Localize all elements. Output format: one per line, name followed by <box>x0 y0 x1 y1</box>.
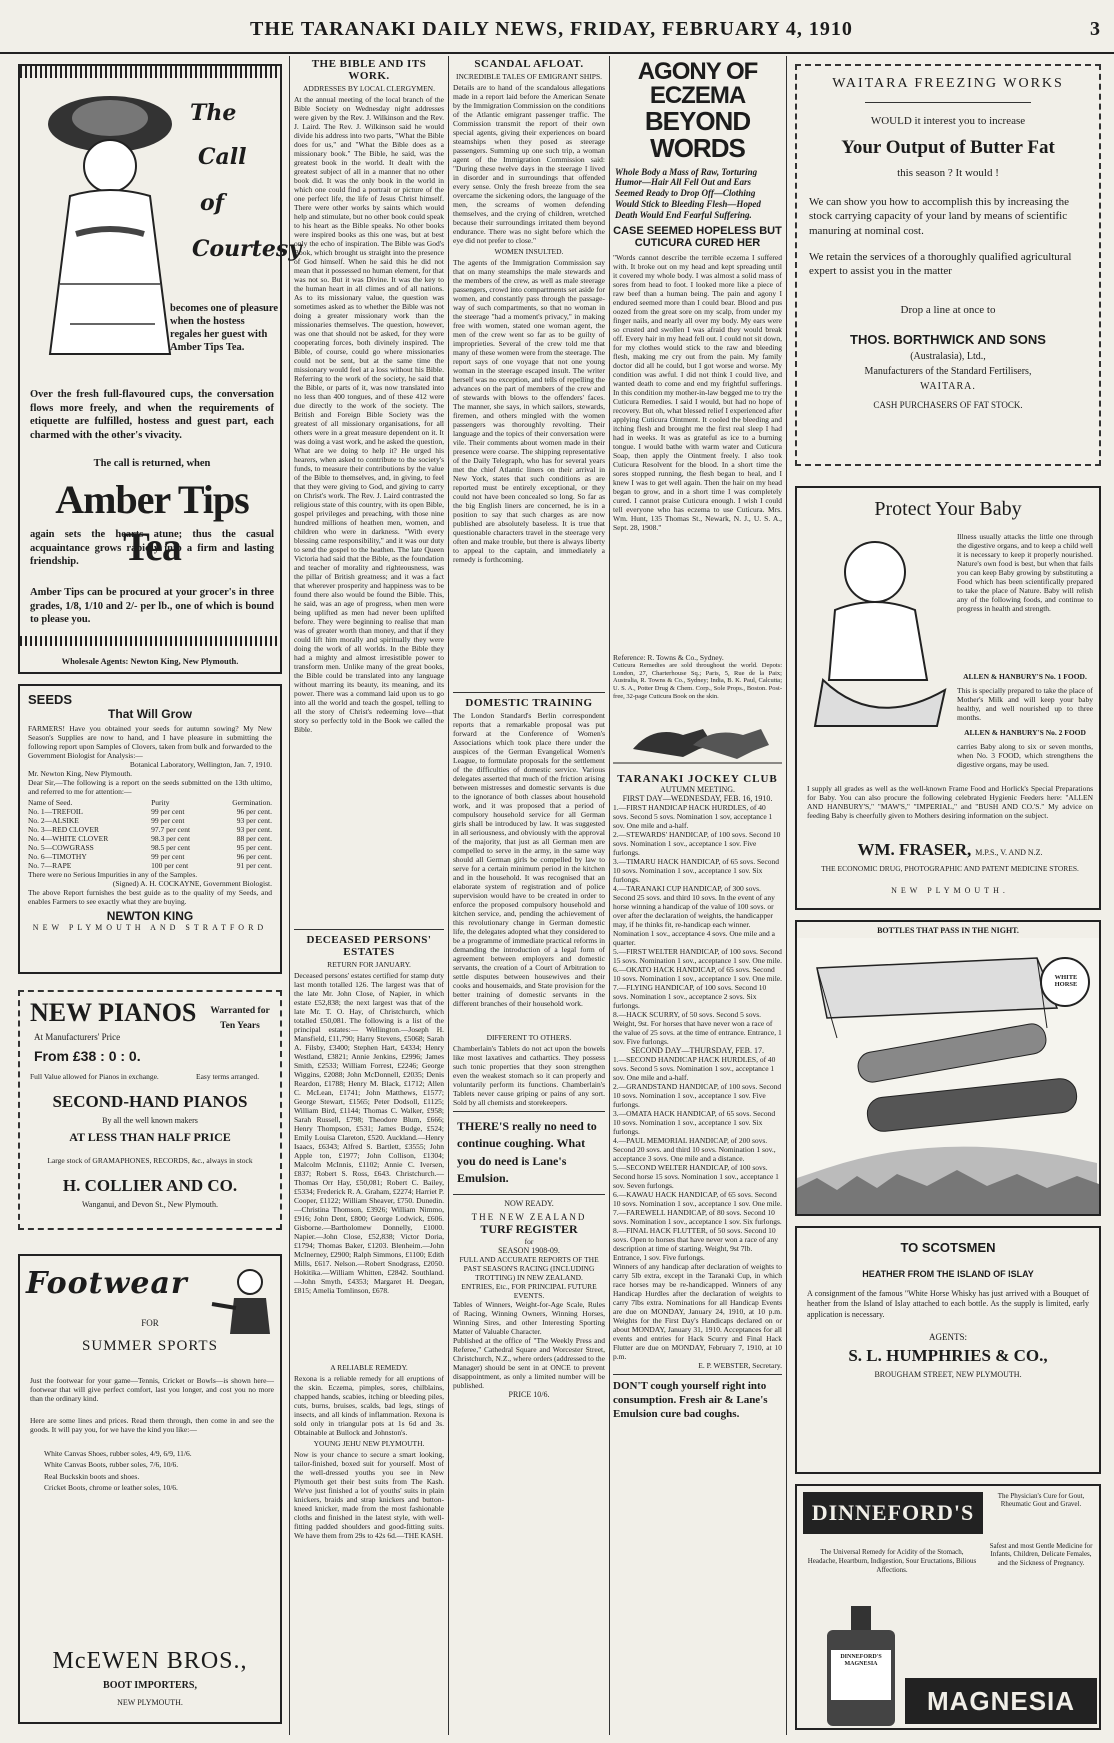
list-item: 1.—FIRST HANDICAP HACK HURDLES, of 40 sovs. Second 5 sovs. Nomination 1 sov, acceptance 1 sov. One mile and a-half. <box>613 802 773 830</box>
scots-agents: AGENTS: <box>929 1332 967 1343</box>
column-divider <box>289 56 290 1735</box>
footwear-body: Just the footwear for your game—Tennis, Cricket or Bowls—is shown here—footwear that will give perfect comfort, last you longer, and cost you no more than the ordinary kind. <box>30 1376 274 1403</box>
waitara-show: We can show you how to accomplish this by increasing the stock carrying capacity of your land by means of scientific manuring at nominal cost. <box>809 196 1070 237</box>
turf-entries: ENTRIES, Etc., FOR PRINCIPAL FUTURE EVENTS. <box>461 1281 597 1300</box>
waitara-title: WAITARA FREEZING WORKS <box>832 76 1064 91</box>
jockey-sign: E. P. WEBSTER, Secretary. <box>698 1360 782 1370</box>
ad-border-pattern <box>20 66 280 78</box>
eczema-title-2: BEYOND WORDS <box>644 106 751 164</box>
lanes-emulsion-ad: THERE'S really no need to continue coughing. What you do need is Lane's Emulsion. <box>457 1119 597 1186</box>
list-item: 3.—TIMARU HACK HANDICAP, of 65 sovs. Second 10 sovs. Nomination 1 sov., acceptance 1 sov. Six furlongs. <box>613 856 780 884</box>
turf-for: for <box>524 1236 534 1246</box>
waitara-big: Your Output of Butter Fat <box>841 137 1055 158</box>
list-item: 8.—FINAL HACK FLUTTER, of 50 sovs. Second 10 sovs. Open to horses that have never won a race of any description at time of starting. Weight, 9st 7lb. Entrance, 1 sov. Five furlongs. <box>613 1225 778 1262</box>
col-germination: Germination. <box>232 798 272 807</box>
waitara-firm-2: (Australasia), Ltd., <box>910 351 986 363</box>
footwear-title: Footwear <box>26 1266 188 1301</box>
eczema-title-1: AGONY OF ECZEMA <box>637 58 758 109</box>
pianos-maker: At Manufacturers' Price <box>34 1032 121 1042</box>
jockey-sub: AUTUMN MEETING. <box>659 784 736 794</box>
dinneford-desc: The Universal Remedy for Acidity of the Stomach, Headache, Heartburn, Indigestion, Sour Eructations, Bilious Affections. <box>807 1548 977 1575</box>
table-row: No. 3—RED CLOVER 97.7 per cent 93 per cent. <box>28 825 272 834</box>
bible-text: At the annual meeting of the local branch of the Bible Society on Wednesday night addresses were given by the Rev. J. Wilkinson and the Rev. J. Laird. The Rev. J. Wilkinson said he would divide his address into two parts, "What the Bible does for us," and "What the Bible does as a missionary book." The Bible, he said, was the greatest book in the world. It dealt with the greatest subject of all in a manner that no other book did. It was the only book in the world in which one could find a portrait or picture of the one perfect life, the life of Jesus Christ himself. There were other works by saints which would help and stimulate, but no other book could speak to his heart as the Bible speaks. No other books were inspired books as this one was, but at best only the echo of inspiration. The Bible was God's Book, which brought us straight into the presence of God himself. When he said this he did not mean that it possessed no human element, for that was not so. But it was Divine. It was the key to the human heart in all climes and of all nations. As to its missionary value, the question was sometimes asked as to whether the Bible was not doing a greater missionary work than the missionaries themselves. The question, however, was one that should not be asked, for they were cooperating forces, both divinely inspired. The Bible, of course, could go where missionaries could not be sent, but at the same time the missionary would feel at a loss without his Bible. Referring to the work of the society, he said that the Bible, or parts of it, was now translated into no less than 400 tongues, and of these 412 were due directly to the work of the society. The British and Foreign Bible Society was the greatest of all missionary organisations, for all others were in a great measure dependent on it. It was doing a vast work, and he asked the question, What are we doing to help it? He urged his hearers, when asked to contribute to the society's funds, to measure their contributions by the value of the Bible to themselves, and, in giving, to feel that they were giving to God, and giving to carry on Christ's work. The Rev. J. Laird contrasted the religious state of this country, with its open Bible, gospel privileges and preaching, with those nine hundred millions of heathen men, women, and children who were in darkness. "With every blessing came responsibility," and it was our duty to send the gospel to the heathen. The late Queen Victoria had said that the Bible, as the foundation and teacher of morality and righteousness, was the pillar of British greatness; and it was a fact that wherever prosperity and happiness was to be found there also would be found the Bible. This, he said, was an age of progress, when men were being uplifted as men had never been uplifted before. They were beginning to realise that man was of greater worth than money, and that if they could lift him morally and spiritually they were doing the work of all worlds. In the Bible they had a mighty and almost irresistible power to transform men. Unlike many of the great books, the Bible could be translated into any language without marring its beauty, its meaning, and its power. There was a command laid upon us to go into all the world and teach the gospel, telling to all the story of Christ's redeeming love—that story so perfectly told in the Book we called the Bible. <box>294 95 444 734</box>
different-title: DIFFERENT TO OTHERS. <box>486 1033 572 1042</box>
amber-the: The <box>190 100 237 126</box>
turf-ready: NOW READY. <box>504 1198 554 1208</box>
eczema-head: CASE SEEMED HOPELESS BUT CUTICURA CURED HER <box>613 224 782 249</box>
turf-register: TURF REGISTER <box>480 1221 578 1236</box>
table-row: No. 2—ALSIKE 99 per cent 93 per cent. <box>28 816 272 825</box>
baby-food-2: ALLEN & HANBURY'S No. 2 FOOD <box>964 728 1086 737</box>
pianos-value: Full Value allowed for Pianos in exchange. <box>30 1072 159 1081</box>
list-item: 5.—FIRST WELTER HANDICAP, of 100 sovs. Second 15 sovs. Nomination 1 sov., acceptance 1 sov. One mile. <box>613 946 782 965</box>
baby-firm-line <box>807 840 1093 860</box>
amber-call: Call <box>198 144 247 170</box>
scots-firm: S. L. HUMPHRIES & CO., <box>848 1346 1048 1366</box>
list-item: Cricket Boots, chrome or leather soles, 10/6. <box>44 1482 178 1492</box>
list-item: 2.—GRANDSTAND HANDICAP, of 100 sovs. Second 10 sovs. Nomination 1 sov., acceptance 1 sov. Five furlongs. <box>613 1081 782 1109</box>
masthead-rule <box>0 52 1114 54</box>
domestic-title: DOMESTIC TRAINING <box>465 697 593 709</box>
seeds-salute: Dear Sir,—The following is a report on the seeds submitted on the 13th ultimo, and referred to me for attention:— <box>28 778 272 796</box>
estates-text: Deceased persons' estates certified for stamp duty last month totalled 126. The largest was that of the late Mr. John Close, of Napier, in which estate £52,838; the next largest was that of the late Mr. T. O. Hay, of Christchurch, which totalled £50,081. The following is a list of the principal estates:— Wellington.—Joseph H. Mansfield, £11,790; Harry Stevens, £5068; Sarah A. Filsby, £3400; Stephen Hart, £4334; Henry Westland, £3821; Annie Jenkins, £2996; James Smith, £2533; William Forrest, £2246; George Wiggins, £2088; John McDonnell, £2035; Denis Reardon, £1788; Henry M. Black, £1712; Allen C. McLean, £1741; John Matthews, £1577; George Stewart, £1565; Peter Dodsoll, £1125; William Bird, £1144; Thomas C. Walker, £958; Sarah Russell, £798; Theodore Blum, £666; Henry Thompson, £531; James Budge, £524; Emily Louisa Clareton, £520. Auckland.—Henry Isaacs, £6343; Alfred S. Bartlett, £3555; John Apple ton, £1977; John Collison, £1304; Malcolm McInnis, £1102; Annie C. Iversen, £837; Robert S. Ross, £643. Christchurch.—Thomas Orr Hay, £50,081; Robert C. Bailey, £5334; Frederick R. A. Graham, £2274; Harriet P. Cooper, £1122; William Sheaver, £750. Dunedin.—Christina Thomson, £3926; William Nimmo, £916; John Dent, £800; George Lodwick, £606. Gisborne.—Bartholomew Donnelly, £1000. Napier.—John Close, £52,838; Victor Doria, £1794; Thomas Baker, £1203. Blenheim.—John McInerney, £2900; Ralph Simmons, £1100; Edith Mills, £617. Nelson.—Robert Snodgrass, £2050. Hokitika.—William Whitten, £2842. Southland.—John Smyth, £4353; Margaret H. Deegan, £815; Amelia Tomlinson, £678. <box>294 971 444 1295</box>
pianos-title: NEW PIANOS <box>30 998 197 1027</box>
dont-cough-ad: DON'T cough yourself right into consumption. Fresh air & Lane's Emulsion cure bad coughs. <box>613 1379 768 1421</box>
scots-text: A consignment of the famous "White Horse Whisky has just arrived with a Bouquet of heather from the Island of Islay attached to each bottle. As the supply is limited, early application is necessary. <box>807 1289 1089 1319</box>
scandal-subtitle: INCREDIBLE TALES OF EMIGRANT SHIPS. <box>455 72 602 81</box>
footwear-body-2: Here are some lines and prices. Read them through, then come in and see the goods. It will pay you, for we have the kind you like:— <box>30 1416 274 1434</box>
footwear-sports: SUMMER SPORTS <box>82 1338 218 1354</box>
amber-paragraph-3: Amber Tips can be procured at your grocer's in three grades, 1/8, 1/10 and 2/- per lb., one of which is bound to please you. <box>30 587 274 626</box>
amber-returned: The call is returned, when <box>93 458 211 469</box>
remedy-text: Rexona is a reliable remedy for all eruptions of the skin. Eczema, pimples, sores, chilblains, chapped hands, scabies, itching or bleeding piles, cuts, burns, bruises, scalds, bad legs, stings of insects, and all kinds of inflammation. Rexona is sold only in triangular pots at 1s 6d and 3s. Obtainable at Bullock and Johnston's. <box>294 1374 444 1437</box>
pianos-warranted: Warranted for Ten Years <box>210 1006 270 1032</box>
amber-intro: becomes one of pleasure when the hostess regales her guest with Amber Tips Tea. <box>170 303 278 354</box>
turf-season: SEASON 1908-09. <box>498 1245 560 1255</box>
dinneford-ad <box>795 1484 1101 1730</box>
amber-brand: Amber Tips Tea <box>55 477 249 569</box>
column-divider <box>786 56 787 1735</box>
scandal-text-2: The agents of the Immigration Commission say that on many steamships the male stewards and the members of the crew, as well as male steerage passengers, crowd into compartments set aside for women, and constantly pass through the passage-way of such compartments, so that no woman in the steerage "had a moment's privacy," in making free with women, stated one woman agent, the men of the crew went so far as to be guilty of improprieties. Several of the crew told me that many of these women were from the steerage. The report says of one voyage that not one young woman in the steerage escaped insult. The writer herself was no exception, and tells of repelling the advances on the part of members of the crew and of stewards with blows to the offenders' faces. The manner, she says, in which sailors, stewards, firemen, and others mingled with the women passengers was thoroughly revolting. Their language and the topics of their conversation were vile. Their comments about women made in their presence were coarse. The shipping representative of the Daily Telegraph, who has for several years met the chief Atlantic liners on their arrival in New York, states that such conditions as are reported must be entirely exceptional, or they could not have been concealed so long. So far as the big English liners are concerned, he is in a position to say that such charges as are now published are absolutely baseless. It is true that questionable characters travel in the steerage very often and make trouble, but there is always liberty to appeal to the captain, and immediately a remedy is forthcoming. <box>453 258 605 564</box>
jockey-races-2 <box>613 1055 782 1262</box>
table-row: No. 4—WHITE CLOVER 98.3 per cent 88 per cent. <box>28 834 272 843</box>
list-item: 7.—FAREWELL HANDICAP, of 80 sovs. Second 10 sovs. Nomination 1 sov., acceptance 1 sov. Six furlongs. <box>613 1207 782 1226</box>
turf-tables: Tables of Winners, Weight-for-Age Scale, Rules of Racing, Winning Owners, Winning Horses, Winning Sires, and other Interesting Sporting Matter of Valuable Character. <box>453 1299 605 1336</box>
baby-food-1-text: This is specially prepared to take the place of Mother's Milk and will keep your baby healthy, and well nourished up to three months. <box>957 686 1093 722</box>
dinneford-magnesia: MAGNESIA <box>905 1678 1097 1724</box>
baby-text: Illness usually attacks the little one through the digestive organs, and to keep a child well it is necessary to keep it properly nourished. Nature's own food is best, but when that fails you can keep Baby growing by substituting a Food which has been scientifically prepared to take the place of Nature. Baby will relish any of the following foods, and continue to progress in health and strength. <box>957 532 1093 613</box>
baby-food-2-text: carries Baby along to six or seven months, when No. 3 FOOD, which strengthens the digestive organs, may be used. <box>957 742 1093 769</box>
footwear-for: FOR <box>141 1318 159 1328</box>
footwear-firm: McEWEN BROS., <box>52 1648 248 1674</box>
women-insulted: WOMEN INSULTED. <box>494 247 564 256</box>
list-item: 6.—OKATO HACK HANDICAP, of 65 sovs. Second 10 sovs. Nomination 1 sov., acceptance 1 sov. One mile. <box>613 964 782 983</box>
jockey-day-2: SECOND DAY—THURSDAY, FEB. 17. <box>630 1045 765 1055</box>
seeds-note: There were no Serious Impurities in any of the Samples. <box>28 870 198 879</box>
pianos-terms: Easy terms arranged. <box>196 1072 260 1081</box>
seeds-body: FARMERS! Have you obtained your seeds for autumn sowing? My New Season's Supplies are now to hand, and I have pleasure in submitting the following report upon Samples of Clovers, taken from bulk and forwarded to the Government Biologist for Analysis:— <box>28 724 272 760</box>
seeds-subtitle: That Will Grow <box>108 707 192 721</box>
seeds-table <box>28 798 272 870</box>
column-divider <box>448 56 449 1735</box>
jockey-day-1: FIRST DAY—WEDNESDAY, FEB. 16, 1910. <box>622 793 773 803</box>
young-text: Now is your chance to secure a smart looking, tailor-finished, boxed suit for yourself. Most of the well-dressed youths you see in New Plymouth get their best suits from The Kash. We've just finished a lot of youths' suits in plain knickers, braids and strap knickers and button-kneed knicker, made from the most fashionable cloths and finished in the latest style, with well-fitting padded shoulders and good-fitting suits. We have them from 29s to 42s 6d.—THE KASH. <box>294 1450 444 1540</box>
seeds-footer: The above Report furnishes the best guide as to the quality of my Seeds, and enables Farmers to see exactly what they are buying. <box>28 888 272 906</box>
domestic-text: The London Standard's Berlin correspondent reports that a remarkable proposal was put forward at the Conference of Women's Associations which took place there under the auspices of the German Evangelical Women's League, to formulate proposals for the settlement of the difficulties of domestic service. Various delegates asserted that much of the friction arising between mistresses and domestic servants is due to the ignorance of both classes about household work, and it was proposed that a period of compulsory household service for all German girls shall be introduced by law. It was suggested in all seriousness, and obviously with the approval of the majority, that just as all German men are compelled to serve in the army, in the same way should all German girls be compelled by law to serve for a certain minimum period in the kitchen and in the household. It was recognised that an elaborate system of registration and of police supervision would have to be created in order to enforce the proposed compulsory household and kitchen service, and, pending the achievement of this revolutionary change in German domestic life, the delegates adopted what they considered to be a programme of immediate practical reforms in demanding the introduction of a legal form of agreement between employers and domestic servants, the creation of a Court of Arbitration to settle disputes between housewives and their cooks and housemaids, and State provision for the better training of domestic servants in the different branches of their household work. <box>453 711 605 1008</box>
scots-address: BROUGHAM STREET, NEW PLYMOUTH. <box>874 1370 1022 1380</box>
eczema-text: "Words cannot describe the terrible eczema I suffered with. It broke out on my head and kept spreading until it covered my whole body. I was almost a solid mass of sores from head to foot. I looked more like a piece of raw beef than a human being. The pain and agony I endured seemed more than I could bear. Blood and pus oozed from the great sore on my scalp, from under my finger nails, and nearly all over my body. My ears were so crusted and swollen I was afraid they would break off. Every hair in my head fell out. I could not sit down, for my clothes would stick to the raw and bleeding flesh, making me cry out from the pain. My family doctor did all he could, but I got worse and worse. My condition was awful. I did not think I could live, and wanted death to come and end my frightful sufferings. In this condition my mother-in-law begged me to try the Cuticura Remedies. I said I would, but had no hope of recovery. But oh, what blessed relief I experienced after applying Cuticura Ointment. It cooled the bleeding and itching flesh and brought me the first real sleep I had had in weeks. It was as grateful as ice to a burning tongue. I would bathe with warm water and Cuticura Soap, then apply the Ointment freely. I also took Cuticura Resolvent for the blood. In a short time the sores stopped running, the flesh began to heal, and I knew I was to get well again. Then the hair on my head began to grow, and in a short time I was completely cured. I cannot praise Cuticura enough. I wish I could tell everyone who has eczema to use Cuticura. Mrs. Wm. Hunt, 135 Thomas St., Newark, N. J., U. S. A., Sept. 28, 1908." <box>613 252 782 532</box>
baby-trade: THE ECONOMIC DRUG, PHOTOGRAPHIC AND PATENT MEDICINE STORES. <box>821 864 1079 873</box>
baby-title: Protect Your Baby <box>874 498 1022 520</box>
turf-full: FULL AND ACCURATE REPORTS OF THE PAST SEASON'S RACING (INCLUDING TROTTING) IN NEW ZEALAND. <box>459 1254 599 1282</box>
seeds-brand: NEWTON KING <box>106 909 194 923</box>
seeds-lab: Botanical Laboratory, Wellington, Jan. 7, 1910. <box>129 760 272 769</box>
waitara-retain: We retain the services of a thoroughly qualified agricultural expert to assist you in the matter <box>809 250 1072 278</box>
pianos-makers: By all the well known makers <box>102 1116 198 1125</box>
footwear-town: NEW PLYMOUTH. <box>117 1698 183 1707</box>
column-scandal <box>453 56 605 1735</box>
baby-town: NEW PLYMOUTH. <box>891 886 1009 895</box>
newspaper-title: THE TARANAKI DAILY NEWS, FRIDAY, FEBRUARY 4, 1910 <box>250 18 853 40</box>
remedy-title: A RELIABLE REMEDY. <box>330 1363 408 1372</box>
waitara-ad <box>795 64 1101 466</box>
amber-of: of <box>200 190 225 216</box>
list-item: 4.—TARANAKI CUP HANDICAP, of 300 sovs. Second 25 sovs. and third 10 sovs. In the event of any horse winning a handicap of the value of 100 sovs. or over after the declaration of weights, the handicapper may, if he thinks fit, re-handicap each winner. Nomination 1 sov., acceptance 4 sovs. One mile and a quarter. <box>613 883 775 947</box>
pianos-address: Wanganui, and Devon St., New Plymouth. <box>81 1200 218 1209</box>
bible-subtitle: ADDRESSES BY LOCAL CLERGYMEN. <box>303 84 435 93</box>
turf-nz: THE NEW ZEALAND <box>471 1211 587 1222</box>
waitara-firm: THOS. BORTHWICK AND SONS <box>850 332 1046 348</box>
table-row: No. 6—TIMOTHY 99 per cent 96 per cent. <box>28 852 272 861</box>
pianos-ad <box>18 990 282 1230</box>
footwear-list <box>44 1448 274 1493</box>
horse-race-illustration <box>613 705 782 769</box>
estates-title: DECEASED PERSONS' ESTATES <box>306 934 432 958</box>
list-item: White Canvas Shoes, rubber soles, 4/9, 6/9, 11/6. <box>44 1449 192 1458</box>
list-item: 5.—SECOND WELTER HANDICAP, of 100 sovs. Second horse 15 sovs. Nomination 1 sov., acceptance 1 sov. Seven furlongs. <box>613 1162 779 1190</box>
eczema-fine-print: Cuticura Remedies are sold throughout the world. Depots: London, 27, Charterhouse Sq.; Paris, 5, Rue de la Paix; Australia, R. Towns & Co., Sydney; India, B. K. Paul, Calcutta; U. S. A., Potter Drug & Chem. Corp., Sole Props., Boston. Post-free, 32-page Cuticura Book on the skin. <box>613 661 782 700</box>
white-horse-label: WHITE HORSE <box>1054 974 1078 989</box>
bottles-ad <box>795 920 1101 1216</box>
hostess-illustration <box>30 84 190 364</box>
ad-border-pattern <box>20 636 280 646</box>
seeds-ad <box>18 684 282 974</box>
table-row: No. 7—RAPE 100 per cent 91 per cent. <box>28 861 272 870</box>
waitara-season: this season ? It would ! <box>897 167 999 179</box>
footwear-ad <box>18 1254 282 1724</box>
scots-title: TO SCOTSMEN <box>900 1240 996 1255</box>
scotsmen-ad <box>795 1226 1101 1474</box>
jockey-title: TARANAKI JOCKEY CLUB <box>617 772 778 785</box>
baby-food-1: ALLEN & HANBURY'S No. 1 FOOD. <box>963 672 1087 681</box>
list-item: 2.—STEWARDS' HANDICAP, of 100 sovs. Second 10 sovs. Nomination 1 sov., acceptance 1 sov. Five furlongs. <box>613 829 781 857</box>
list-item: 4.—PAUL MEMORIAL HANDICAP, of 200 sovs. Second 20 sovs. and third 10 sovs. Nomination 1 sov., acceptance 3 sovs. One mile and a distance. <box>613 1135 776 1163</box>
baby-quals: M.P.S., V. AND N.Z. <box>975 848 1043 857</box>
seeds-signed: (Signed) A. H. COCKAYNE, Government Biologist. <box>112 879 272 888</box>
amber-courtesy: Courtesy <box>192 236 302 262</box>
eczema-lead: Whole Body a Mass of Raw, Torturing Humor—Hair All Fell Out and Ears Seemed Ready to Drop Off—Clothing Would Stick to Bleeding Flesh—Hoped Death Would End Fearful Suffering. <box>615 166 761 220</box>
page-number: 3 <box>1090 18 1100 40</box>
list-item: White Canvas Boots, rubber soles, 7/6, 10/6. <box>44 1460 179 1470</box>
column-divider <box>609 56 610 1735</box>
dinneford-title: DINNEFORD'S <box>803 1492 983 1534</box>
amber-paragraph: Over the fresh full-flavoured cups, the conversation flows more freely, and when the requirements of etiquette are fulfilled, hostess and guest part, each charmed with the other's vivacity. <box>30 389 274 441</box>
waitara-question: WOULD it interest you to increase <box>870 115 1026 127</box>
seeds-title: SEEDS <box>28 692 73 707</box>
table-row: No. 5—COWGRASS 98.5 per cent 95 per cent. <box>28 843 272 852</box>
list-item: 6.—KAWAU HACK HANDICAP, of 65 sovs. Second 10 sovs. Nomination 1 sov., acceptance 1 sov. One mile. <box>613 1189 782 1208</box>
masthead <box>0 0 1114 58</box>
list-item: 8.—HACK SCURRY, of 50 sovs. Second 5 sovs. Weight, 9st. For horses that have never won a race of the value of 25 sovs. at the time of entrance. Entrance, 1 sov. Five furlongs. <box>613 1009 782 1046</box>
waitara-town: WAITARA. <box>920 381 976 393</box>
amber-agents: Wholesale Agents: Newton King, New Plymouth. <box>61 656 239 666</box>
amber-paragraph-2: again sets the hearts atune; thus the casual acquaintance grows rapidly into a firm and lasting friendship. <box>30 529 274 568</box>
col-name: Name of Seed. <box>28 798 73 807</box>
bottles-title: BOTTLES THAT PASS IN THE NIGHT. <box>877 926 1019 935</box>
waitara-makers: Manufacturers of the Standard Fertilisers, <box>864 366 1032 378</box>
turf-price: PRICE 10/6. <box>508 1389 550 1399</box>
list-item: 3.—OMATA HACK HANDICAP, of 65 sovs. Second 10 sovs. Nomination 1 sov., acceptance 1 sov. Six furlongs. <box>613 1108 776 1136</box>
seeds-towns: NEW PLYMOUTH AND STRATFORD <box>32 923 268 932</box>
bottle-label: DINNEFORD'S MAGNESIA <box>840 1654 882 1668</box>
dinneford-left: The Physician's Cure for Gout, Rheumatic Gout and Gravel. <box>997 1492 1085 1509</box>
baby-supply: I supply all grades as well as the well-known Frame Food and Horlick's Special Preparations for Baby. You can also procure the following celebrated Hygienic Feeders here: "ALLEN AND HANBURY'S," "MAW'S," "IMPERIAL," and "BUSH AND CO.'S." My advice on feeding Baby is cheerfully given to Mothers desiring information on the subject. <box>807 784 1093 820</box>
waitara-cash: CASH PURCHASERS OF FAT STOCK. <box>873 400 1023 411</box>
scandal-text: Details are to hand of the scandalous allegations made in a report laid before the American Senate by the Immigration Commission on the conditions of the Atlantic emigrant passenger traffic. The Commission transmit the report of their own special agents, giving their experiences on board steamships when they posed as steerage passengers. Summing up one such trip, a woman agent of the Immigration Commission said: "During these twelve days in the steerage I lived in disorder and in surroundings that offended every sense. Only the fresh breeze from the sea overcame the sickening odors, the language of the men, the screams of women defending themselves, and the crying of children, wretched because their surroundings irritated them beyond endurance. There was no sight before which the eye did not prefer to close." <box>453 83 605 245</box>
dinneford-right: Safest and most Gentle Medicine for Infants, Children, Delicate Females, and the Sickness of Pregnancy. <box>989 1542 1093 1567</box>
footwear-role: BOOT IMPORTERS, <box>103 1680 197 1691</box>
seeds-to: Mr. Newton King, New Plymouth. <box>28 769 132 778</box>
eczema-reference: Reference: R. Towns & Co., Sydney. <box>613 652 724 662</box>
pianos-second: SECOND-HAND PIANOS <box>52 1092 248 1111</box>
turf-published: Published at the office of "The Weekly Press and Referee," Cathedral Square and Worcester Street, Christchurch, N.Z., where orders (addressed to the Manager) should be sent in at ONCE to prevent disappointment, as only a limited number will be published. <box>453 1335 605 1390</box>
list-item: 1.—SECOND HANDICAP HACK HURDLES, of 40 sovs. Second 5 sovs. Nomination 1 sov., acceptance 1 sov. One mile and a-half. <box>613 1054 776 1082</box>
bible-title: THE BIBLE AND ITS WORK. <box>311 58 427 82</box>
baby-ad <box>795 486 1101 910</box>
different-text: Chamberlain's Tablets do not act upon the bowels like most laxatives and cathartics. They possess such tonic properties that they soon strengthen even the weakest stomach so it can properly and voluntarily perform its functions. Chamberlain's Tablets never cause griping or pains of any sort. Sold by all chemists and storekeepers. <box>453 1044 605 1107</box>
baby-illustration <box>805 530 955 730</box>
jockey-races-1 <box>613 803 782 1046</box>
col-purity: Purity <box>151 798 170 807</box>
list-item: Real Buckskin boots and shoes. <box>44 1471 140 1481</box>
amber-tips-ad <box>18 64 302 674</box>
scandal-title: SCANDAL AFLOAT. <box>474 58 584 70</box>
scots-head: HEATHER FROM THE ISLAND OF ISLAY <box>862 1269 1034 1279</box>
list-item: 7.—FLYING HANDICAP, of 100 sovs. Second 10 sovs. Nomination 1 sov., acceptance 2 sovs. Six furlongs. <box>613 982 767 1010</box>
young-title: YOUNG JEHU NEW PLYMOUTH. <box>313 1439 425 1448</box>
column-eczema <box>613 56 782 1735</box>
table-row: No. 1—TREFOIL 99 per cent 96 per cent. <box>28 807 272 816</box>
jockey-notes: Winners of any handicap after declaration of weights to carry 5lb extra, except in the Taranaki Cup, in which race horses may be re-handicapped. Winners of any Handicap Hurdles after the declaration of weights to carry 7lbs extra. Nominations for all Handicap Events are due on MONDAY, January 24, 1910, at 10 p.m. Weights for the First Day's Handicaps declared on or about MONDAY, January 31, 1910. Acceptances for all events and entries for Hack Scurry and Final Hack Flutter are due on MONDAY, February 7, 1910, at 10 p.m. <box>613 1261 782 1361</box>
pianos-stock: Large stock of GRAMAPHONES, RECORDS, &c., always in stock <box>47 1156 253 1165</box>
pianos-price: From £38 : 0 : 0. <box>34 1048 141 1064</box>
baby-firm: WM. FRASER, <box>857 840 972 859</box>
pianos-firm: H. COLLIER AND CO. <box>62 1176 238 1195</box>
pianos-half: AT LESS THAN HALF PRICE <box>69 1130 231 1144</box>
estates-subtitle: RETURN FOR JANUARY. <box>327 960 411 969</box>
column-bible <box>294 56 444 1735</box>
waitara-drop: Drop a line at once to <box>900 304 996 317</box>
